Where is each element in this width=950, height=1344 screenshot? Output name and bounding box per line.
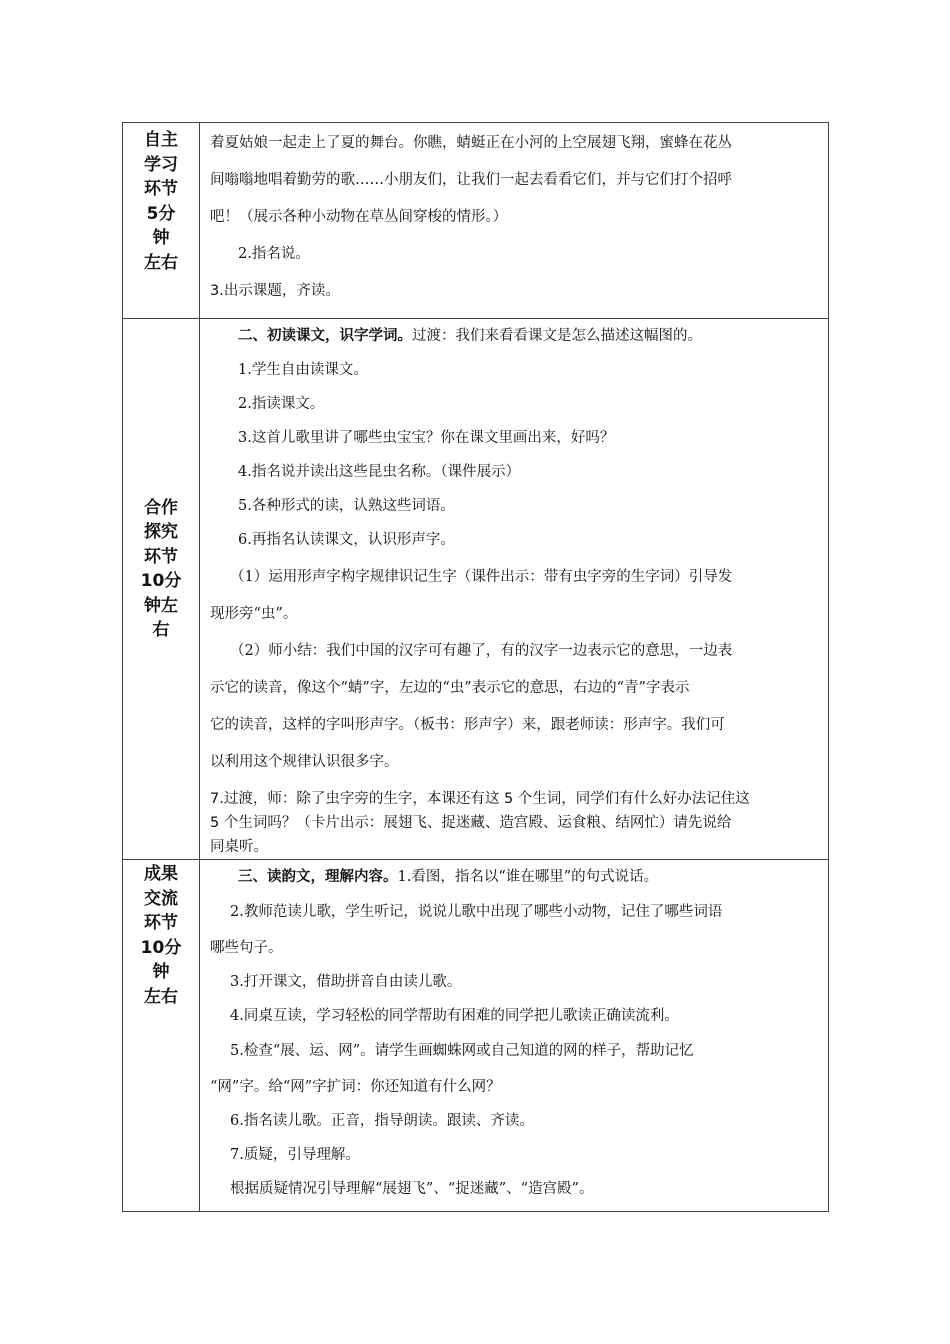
stage-cell bbox=[123, 860, 200, 1212]
list-item: 2.指读课文。 bbox=[238, 396, 325, 412]
text-line: 吧！（展示各种小动物在草丛间穿梭的情形。） bbox=[210, 209, 508, 225]
sub-item-line: （2）师小结：我们中国的汉字可有趣了，有的汉字一边表示它的意思，一边表 bbox=[230, 643, 733, 659]
stage-label: 成果 交流 环节 10分 钟 左右 bbox=[140, 864, 182, 1007]
sub-item-line: 以利用这个规律认识很多字。 bbox=[210, 754, 399, 770]
list-item: 6.再指名认读课文，认识形声字。 bbox=[238, 532, 455, 548]
sub-item-line: 示它的读音，像这个“蜻”字，左边的“虫”表示它的意思，右边的“青”字表示 bbox=[210, 680, 690, 696]
section-heading bbox=[200, 860, 828, 894]
table-row bbox=[123, 319, 829, 860]
lesson-plan-table bbox=[122, 122, 829, 1212]
section-heading bbox=[200, 319, 828, 353]
table-row bbox=[123, 123, 829, 319]
list-item: 1.学生自由读课文。 bbox=[238, 362, 368, 378]
section-heading-bold: 三、读韵文，理解内容。 bbox=[238, 869, 398, 885]
stage-cell bbox=[123, 319, 200, 860]
table-row bbox=[123, 860, 829, 1212]
content-cell bbox=[200, 319, 829, 860]
list-item: 7.过渡，师：除了虫字旁的生字，本课还有这 5 个生词，同学们有什么好办法记住这 bbox=[210, 791, 750, 807]
list-item: 5.各种形式的读，认熟这些词语。 bbox=[238, 498, 455, 514]
sub-item-line: （1）运用形声字构字规律识记生字（课件出示：带有虫字旁的生字词）引导发 bbox=[230, 569, 733, 585]
text-line: 5.检查“展、运、网”。请学生画蜘蛛网或自己知道的网的样子，帮助记忆 bbox=[230, 1043, 694, 1059]
list-item: 3.这首儿歌里讲了哪些虫宝宝？你在课文里画出来，好吗？ bbox=[238, 430, 615, 446]
section-heading-rest: 过渡：我们来看看课文是怎么描述这幅图的。 bbox=[412, 328, 702, 344]
section-heading-rest: 1.看图，指名以“谁在哪里”的句式说话。 bbox=[397, 869, 659, 885]
text-line: 3.出示课题，齐读。 bbox=[210, 283, 340, 299]
text-line: 间嗡嗡地唱着勤劳的歌……小朋友们，让我们一起去看看它们，并与它们打个招呼 bbox=[210, 172, 732, 188]
stage-cell bbox=[123, 123, 200, 319]
content-cell bbox=[200, 123, 829, 319]
lesson-plan-sheet bbox=[122, 122, 828, 1212]
text-line: 2.指名说。 bbox=[238, 246, 310, 262]
text-line: 7.质疑，引导理解。 bbox=[230, 1147, 360, 1163]
text-line: 3.打开课文，借助拼音自由读儿歌。 bbox=[230, 974, 462, 990]
sub-item-line: 它的读音，这样的字叫形声字。（板书：形声字）来，跟老师读：形声字。我们可 bbox=[210, 717, 725, 733]
text-line: 2.教师范读儿歌，学生听记，说说儿歌中出现了哪些小动物，记住了哪些词语 bbox=[230, 904, 723, 920]
stage-label: 合作 探究 环节 10分 钟左 右 bbox=[140, 497, 182, 640]
text-line: 根据质疑情况引导理解“展翅飞”、“捉迷藏”、“造宫殿”。 bbox=[230, 1181, 594, 1197]
section-heading-bold: 二、初读课文，识字学词。 bbox=[238, 328, 412, 344]
list-item: 5 个生词吗？（卡片出示：展翅飞、捉迷藏、造宫殿、运食粮、结网忙）请先说给 bbox=[210, 815, 732, 831]
text-line: 4.同桌互读，学习轻松的同学帮助有困难的同学把儿歌读正确读流利。 bbox=[230, 1008, 679, 1024]
text-line: 哪些句子。 bbox=[210, 940, 283, 956]
stage-label: 自主 学习 环节 5分 钟 左右 bbox=[144, 130, 178, 273]
text-line: “网”字。给“网”字扩词：你还知道有什么网？ bbox=[210, 1079, 501, 1095]
content-cell bbox=[200, 860, 829, 1212]
text-line: 着夏姑娘一起走上了夏的舞台。你瞧，蜻蜓正在小河的上空展翅飞翔，蜜蜂在花丛 bbox=[210, 135, 732, 151]
text-line: 6.指名读儿歌。正音，指导朗读。跟读、齐读。 bbox=[230, 1113, 534, 1129]
list-item: 4.指名说并读出这些昆虫名称。（课件展示） bbox=[238, 464, 521, 480]
sub-item-line: 现形旁“虫”。 bbox=[210, 606, 298, 622]
list-item: 同桌听。 bbox=[210, 839, 268, 855]
